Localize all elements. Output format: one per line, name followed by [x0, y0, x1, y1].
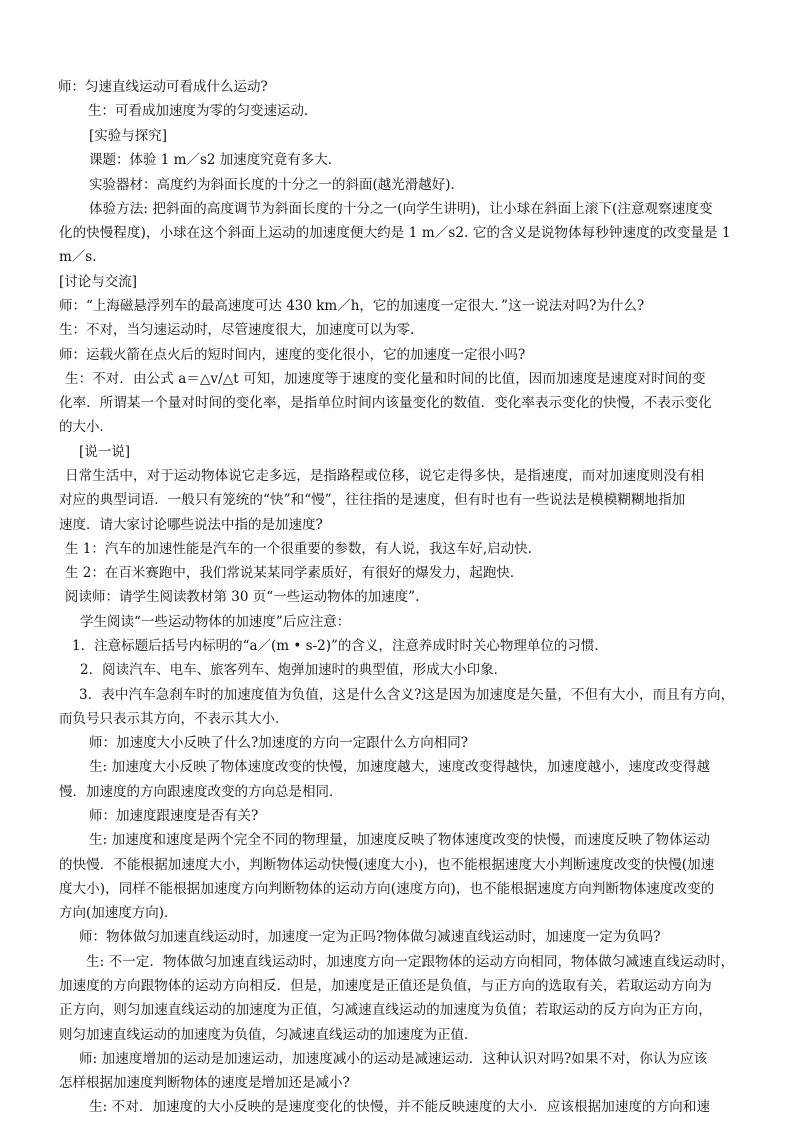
text-line: 2．阅读汽车、电车、旅客列车、炮弹加速时的典型值，形成大小印象．	[80, 662, 508, 678]
text-line: 度大小)，同样不能根据加速度方向判断物体的运动方向(速度方向)，也不能根据速度方向判断物体速度改变的	[59, 881, 715, 897]
text-line: 师: 加速度增加的运动是加速运动，加速度减小的运动是减速运动．这种认识对吗?如果不对，你认为应该	[79, 1051, 708, 1067]
text-line: 的快慢．不能根据加速度大小，判断物体运动快慢(速度大小)，也不能根据速度大小判断速度改变的快慢(加速	[59, 857, 715, 873]
text-line: 师：加速度大小反映了什么?加速度的方向一定跟什么方向相同?	[89, 735, 468, 751]
text-line: 方向(加速度方向)．	[59, 905, 178, 921]
text-line: 生: 加速度大小反映了物体速度改变的快慢，加速度越大，速度改变得越快，加速度越小，速度改变得越	[89, 759, 711, 775]
text-line: 实验器材：高度约为斜面长度的十分之一的斜面(越光滑越好)．	[89, 177, 465, 193]
text-line: 怎样根据加速度判断物体的速度是增加还是减小?	[59, 1075, 350, 1091]
text-line: 生: 不一定．物体做匀加速直线运动时，加速度方向一定跟物体的运动方向相同，物体做匀减速直线运动时，	[86, 954, 735, 970]
text-line: 学生阅读“一些运动物体的加速度”后应注意：	[80, 614, 351, 630]
text-line: 化的快慢程度)，小球在这个斜面上运动的加速度便大约是 1 m／s2. 它的含义是说物体每秒钟速度的改变量是 1	[59, 225, 731, 241]
text-line: 师：加速度跟速度是否有关?	[89, 808, 259, 824]
text-line: 则匀加速直线运动的加速度为负值，匀减速直线运动的加速度为正值．	[59, 1027, 478, 1043]
text-line: 师：“上海磁悬浮列车的最高速度可达 430 km／h，它的加速度一定很大．”这一说法对吗?为什么?	[59, 298, 645, 314]
text-line: 生 2：在百米赛跑中，我们常说某某同学素质好，有很好的爆发力，起跑快．	[65, 565, 524, 581]
text-line: 生: 加速度和速度是两个完全不同的物理量，加速度反映了物体速度改变的快慢，而速度反映了物体运动	[89, 832, 711, 848]
text-line: 对应的典型词语．一般只有笼统的“快”和“慢”，往往指的是速度，但有时也有一些说法是模模糊糊地指加	[59, 492, 686, 508]
text-line: [讨论与交流]	[59, 274, 138, 290]
text-line: 阅读师：请学生阅读教材第 30 页“一些运动物体的加速度”.	[65, 589, 420, 605]
text-line: [说一说]	[79, 444, 131, 460]
text-line: 生：不对，当匀速运动时，尽管速度很大，加速度可以为零.	[59, 322, 415, 338]
text-line: 的大小．	[59, 419, 113, 435]
text-line: 1．注意标题后括号内标明的“a／(m • s-2)”的含义，注意养成时时关心物理单位的习惯．	[72, 638, 608, 654]
text-line: 化率．所谓某一个量对时间的变化率，是指单位时间内该量变化的数值．变化率表示变化的快慢，不表示变化	[59, 395, 712, 411]
text-line: 师：运载火箭在点火后的短时间内，速度的变化很小，它的加速度一定很小吗?	[59, 347, 526, 363]
text-line: 加速度的方向跟物体的运动方向相反．但是，加速度是正值还是负值，与正方向的选取有关，若取运动方向为	[59, 978, 712, 994]
text-line: 师：匀速直线运动可看成什么运动?	[58, 79, 268, 95]
text-line: 而负号只表示其方向，不表示其大小．	[59, 711, 289, 727]
text-line: 生：可看成加速度为零的匀变速运动．	[88, 103, 318, 119]
text-line: 慢．加速度的方向跟速度改变的方向总是相同．	[59, 784, 343, 800]
text-line: m／s.	[59, 249, 97, 265]
text-line: 3．表中汽车急刹车时的加速度值为负值，这是什么含义?这是因为加速度是矢量，不但有大小，而且有方向，	[79, 687, 735, 703]
text-line: 日常生活中，对于运动物体说它走多远，是指路程或位移，说它走得多快，是指速度，而对加速度则没有相	[65, 468, 705, 484]
text-line: 正方向，则匀加速直线运动的加速度为正值，匀减速直线运动的加速度为负值；若取运动的反方向为正方向，	[59, 1002, 712, 1018]
text-line: [实验与探究]	[89, 128, 168, 144]
text-line: 课题：体验 1 m／s2 加速度究竟有多大．	[89, 152, 342, 168]
text-line: 速度．请大家讨论哪些说法中指的是加速度?	[59, 517, 323, 533]
text-line: 生 1：汽车的加速性能是汽车的一个很重要的参数，有人说，我这车好,启动快.	[65, 541, 532, 557]
text-line: 体验方法: 把斜面的高度调节为斜面长度的十分之一(向学生讲明)，让小球在斜面上滚下(注意观察速度变	[89, 201, 713, 217]
text-line: 生: 不对．加速度的大小反映的是速度变化的快慢，并不能反映速度的大小．应该根据加速度的方向和速	[89, 1099, 711, 1115]
text-line: 生：不对．由公式 a＝△v/△t 可知，加速度等于速度的变化量和时间的比值，因而加速度是速度对时间的变	[65, 371, 706, 387]
text-line: 师：物体做匀加速直线运动时，加速度一定为正吗?物体做匀减速直线运动时，加速度一定为负吗?	[79, 929, 661, 945]
